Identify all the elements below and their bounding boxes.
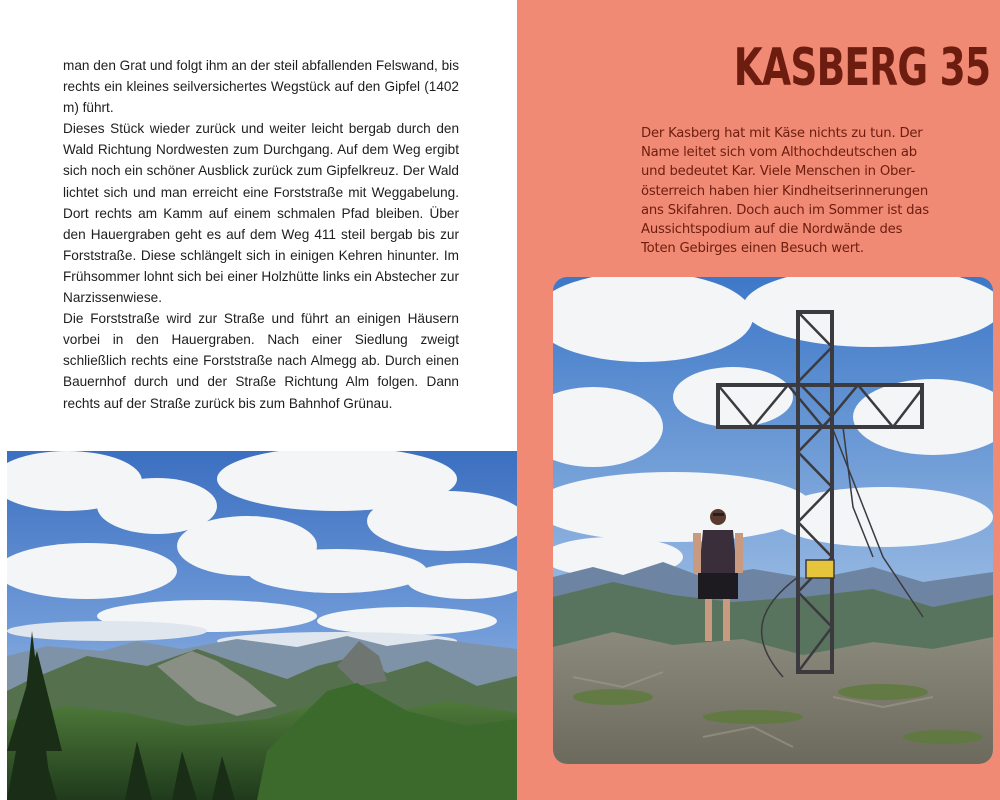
intro-line: ans Skifahren. Doch auch im Sommer ist das [641, 202, 929, 218]
body-paragraph: man den Grat und folgt ihm an der steil abfallenden Felswand, bis rechts ein kleines seilversichertes Wegstück auf den Gipfel (1402 m) führt. [63, 58, 459, 116]
page-title: KASBERG 35 [733, 38, 990, 98]
intro-line: österreich haben hier Kindheitserinnerungen [641, 183, 928, 199]
mountain-landscape-photo [7, 451, 517, 800]
intro-line: Toten Gebirges einen Besuch wert. [641, 241, 864, 257]
body-paragraph: Dieses Stück wieder zurück und weiter leicht bergab durch den Wald Richtung Nordwesten zum Durchgang. Auf dem Weg ergibt sich noch ein schöner Ausblick zurück zum Gipfelkreuz. Der Wald lichtet sich und man erreicht eine Forststraße mit Weggabelung. Dort rechts am Kamm auf einem schmalen Pfad bleiben. Über den Hauergraben geht es auf dem Weg 411 steil bergab bis zur Forststraße. Diese schlängelt sich in einigen Kehren hinunter. Im Frühsommer lohnt sich bei einer Holzhütte links ein Abstecher zur Narzissenwiese. [63, 121, 459, 306]
intro-line: Name leitet sich vom Althochdeutschen ab [641, 145, 917, 161]
route-description [63, 55, 459, 414]
body-paragraph: Die Forststraße wird zur Straße und führt an einigen Häusern vorbei in den Hauergraben. Nach einer Siedlung zweigt schließlich rechts eine Forststraße nach Almegg ab. Durch einen Bauernhof durch und der Straße Richtung Alm folgen. Dann rechts auf der Straße zurück bis zum Bahnhof Grünau. [63, 311, 459, 411]
intro-line: Aussichtspodium auf die Nordwände des [641, 222, 903, 238]
intro-text [641, 124, 981, 258]
summit-cross-photo [553, 277, 993, 764]
intro-line: und bedeutet Kar. Viele Menschen in Ober- [641, 164, 916, 180]
intro-line: Der Kasberg hat mit Käse nichts zu tun. Der [641, 126, 923, 141]
